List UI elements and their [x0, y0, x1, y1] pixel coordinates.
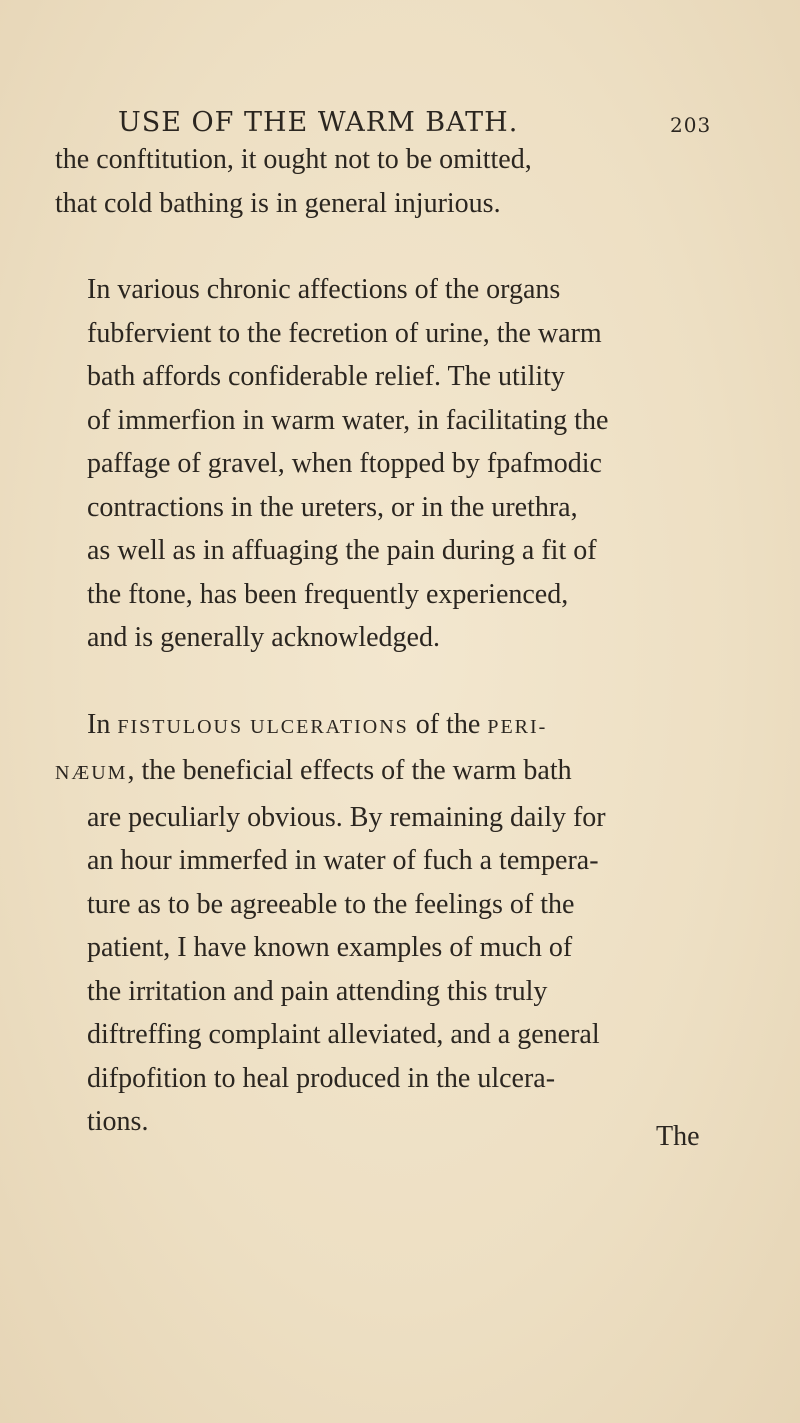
text-line: contractions in the ureters, or in the urethra,	[87, 491, 578, 523]
text-line: fubfervient to the fecretion of urine, the warm	[87, 317, 602, 349]
text-line: In various chronic affections of the organs	[87, 274, 561, 305]
text-line: paffage of gravel, when ftopped by fpafmodic	[87, 448, 602, 479]
body-text	[55, 138, 755, 1144]
text-fragment: , the beneficial effects of the warm bath	[127, 755, 572, 786]
text-line: an hour immerfed in water of fuch a tempera-	[87, 845, 599, 876]
text-line: ture as to be agreeable to the feelings of the	[87, 888, 575, 920]
text-line: that cold bathing is in general injurious.	[55, 187, 501, 219]
text-fragment: of the	[408, 708, 488, 740]
text-line	[55, 703, 755, 750]
text-line: of immerfion in warm water, in facilitating the	[87, 404, 609, 436]
page-number: 203	[670, 113, 712, 137]
text-line: are peculiarly obvious. By remaining daily for	[87, 801, 606, 833]
smallcaps-term: NÆUM	[55, 762, 128, 784]
text-line: as well as in affuaging the pain during a fit of	[87, 535, 597, 566]
text-line: tions.	[87, 1106, 149, 1137]
paragraph-fistulous-ulcerations	[55, 703, 755, 1144]
text-line: patient, I have known examples of much of	[87, 932, 573, 963]
text-line	[55, 749, 755, 796]
text-line: the conftitution, it ought not to be omitted,	[55, 144, 532, 175]
paragraph-urinary-affections	[55, 268, 755, 660]
text-line: diftreffing complaint alleviated, and a general	[87, 1019, 600, 1050]
text-line: and is generally acknowledged.	[87, 622, 440, 653]
text-line: the ftone, has been frequently experienced,	[87, 578, 569, 610]
running-title: USE OF THE WARM BATH.	[118, 107, 519, 138]
catchword: The	[656, 1121, 700, 1152]
smallcaps-term: FISTULOUS ULCERATIONS	[117, 715, 409, 738]
text-line: the irritation and pain attending this truly	[87, 975, 548, 1007]
text-line: difpofition to heal produced in the ulcera-	[87, 1062, 556, 1094]
text-fragment: In	[87, 708, 118, 740]
text-line: bath affords confiderable relief. The utility	[87, 361, 565, 392]
paragraph-continuation	[55, 138, 755, 225]
smallcaps-term: PERI-	[487, 715, 548, 738]
